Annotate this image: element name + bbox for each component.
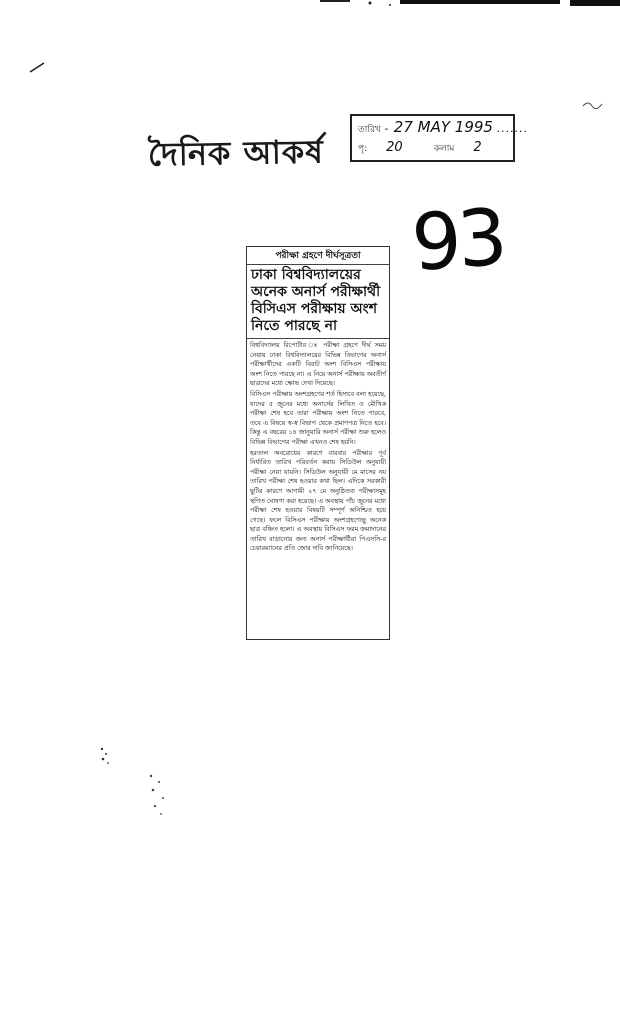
stamp-date-label: তারিখ <box>358 125 381 135</box>
handwritten-page-number: 93 <box>408 192 507 290</box>
clipping-body <box>247 339 389 557</box>
clipping-paragraph: বিসিএস পরীক্ষায় অংশগ্রহণের শর্ত হিসাবে বলা হয়েছে, যাদের ৫ জুনের মধ্যে অনার্সের লিখিত ও মৌখিক পরীক্ষা শেষ হবে তারা পরীক্ষায় অংশ নিতে পারবে, তবে এ বিষয়ে স্ব-স্ব বিভাগ থেকে প্রমাণপত্র নিতে হবে। কিন্তু এ বছরের ১৪ জানুয়ারি অনার্স পরীক্ষা শুরু হলেও বিভিন্ন বিভাগের পরীক্ষা এখনও শেষ হয়নি। <box>250 390 386 446</box>
newspaper-name: দৈনিক আকর্ষ <box>147 132 325 174</box>
date-stamp <box>350 114 528 162</box>
scan-mark <box>580 98 604 112</box>
stamp-date-row: তারিখ - 27 MAY 1995 ....... <box>358 118 528 136</box>
stamp-page-label: পৃ: <box>358 144 368 154</box>
clipping-paragraph: হরতাল অবরোধের কারণে বারবার পরীক্ষার পূর্ব নির্ধারিত তারিখ পরিবর্তন করায় সিডিউল অনুযায়ী পরীক্ষা নেয়া যায়নি। সিডিউল অনুযায়ী মে মাসের নয় তারিখ পরীক্ষা শেষ হওয়ার কথা ছিল। এদিকে সরকারী ছুটির কারণে আগামী ২৭ মে অনুষ্ঠিতব্য পরীক্ষাসমূহ স্থগিত ঘোষণা করা হয়েছে। এ অবস্থায় পাঁচ জুনের মধ্যে পরীক্ষা শেষ হওয়ার বিষয়টি সম্পূর্ণ অনিশ্চিত হয়ে গেছে। ফলে বিসিএস পরীক্ষায় অংশগ্রহণেচ্ছু অনেক ছাত্র বঞ্চিত হলো। এ অবস্থায় বিসিএস ফরম জমাদানের তারিখ বাড়ানোর জন্য অনার্স পরীক্ষার্থীরা পিএসসি-র চেয়ারম্যানের প্রতি জোর দাবি জানিয়েছে। <box>250 449 386 553</box>
stamp-column-label: কলাম <box>433 144 455 154</box>
stamp-page-value: 20 <box>386 140 403 155</box>
scan-mark <box>28 60 48 74</box>
clipping-kicker: পরীক্ষা গ্রহণে দীর্ঘসূত্রতা <box>247 247 389 265</box>
newspaper-clipping <box>246 246 390 640</box>
stamp-column-value: 2 <box>473 140 482 155</box>
scan-speckle <box>98 745 114 767</box>
stamp-date-value: 27 MAY 1995 <box>393 118 493 136</box>
clipping-paragraph: বিশ্ববিদ্যালয় রিপোর্টার ঃ পরীক্ষা গ্রহণে দীর্ঘ সময় নেয়ায় ঢাকা বিশ্ববিদ্যালয়ের বিভিন্ন বিভাগের অনার্স পরীক্ষার্থীদের একটি বিরাট অংশ বিসিএস পরীক্ষায় অংশ নিতে পারছে না। এ নিয়ে অনার্স পরীক্ষায় অবতীর্ণ ছাত্রদের মধ্যে ক্ষোভ দেখা দিয়েছে। <box>250 342 386 388</box>
stamp-page-row <box>358 140 482 156</box>
scan-speckle <box>145 772 171 820</box>
top-edge-noise <box>300 0 620 10</box>
clipping-headline: ঢাকা বিশ্ববিদ্যালয়ের অনেক অনার্স পরীক্ষার্থী বিসিএস পরীক্ষায় অংশ নিতে পারছে না <box>247 265 389 339</box>
